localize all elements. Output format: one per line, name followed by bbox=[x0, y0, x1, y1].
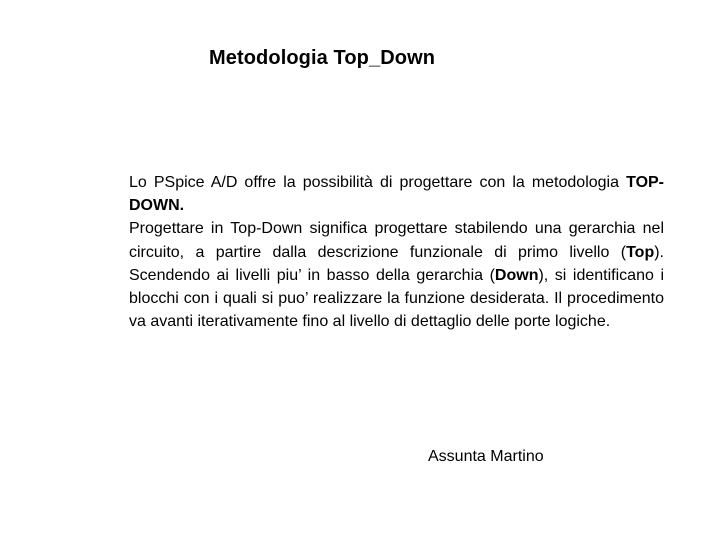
author-name: Assunta Martino bbox=[428, 448, 544, 465]
description-part-2: ). Scendendo ai livelli piu’ in basso della gerarchia ( bbox=[129, 243, 664, 284]
intro-paragraph bbox=[129, 171, 664, 217]
description-part-3: ), si identificano i blocchi con i quali si puo’ realizzare la funzione desiderata. Il procedimento va avanti iterativamente fino al livello di dettaglio delle porte logiche. bbox=[129, 266, 664, 331]
slide-body bbox=[129, 171, 664, 333]
intro-text: Lo PSpice A/D offre la possibilità di progettare con la metodologia bbox=[129, 174, 620, 191]
down-keyword: Down bbox=[494, 266, 539, 284]
description-paragraph bbox=[129, 217, 664, 333]
intro-bold-text: TOP-DOWN. bbox=[129, 174, 665, 215]
description-part-1: Progettare in Top-Down significa progettare stabilendo una gerarchia nel circuito, a partire dalla descrizione funzionale di primo livello ( bbox=[129, 220, 664, 261]
slide-title: Metodologia Top_Down bbox=[209, 47, 436, 69]
top-keyword: Top bbox=[626, 243, 655, 261]
